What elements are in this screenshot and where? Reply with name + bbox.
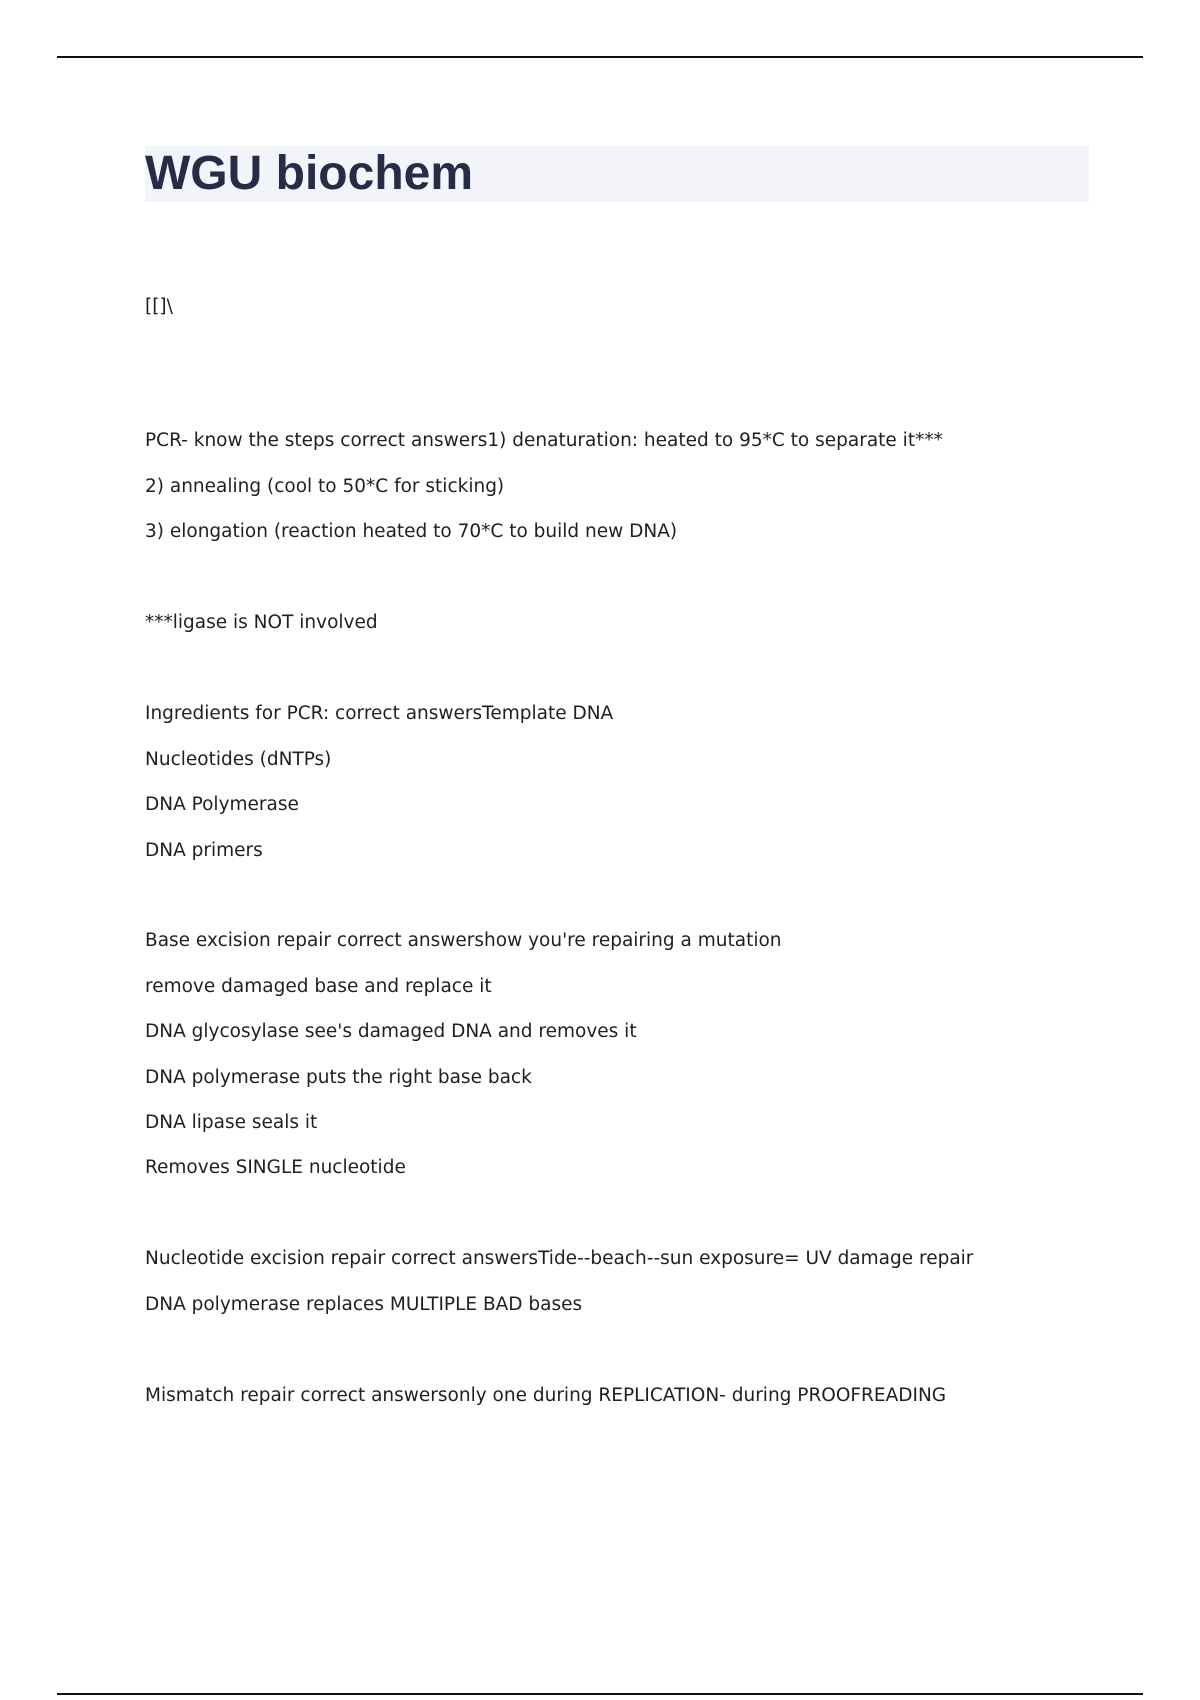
card-pcr-steps-line-1: PCR- know the steps correct answers1) denaturation: heated to 95*C to separate it*** bbox=[145, 430, 943, 451]
card-base-excision-line-5: DNA lipase seals it bbox=[145, 1112, 318, 1133]
card-pcr-ingredients-line-2: Nucleotides (dNTPs) bbox=[145, 749, 332, 770]
card-pcr-ingredients-line-4: DNA primers bbox=[145, 840, 263, 861]
card-mismatch-repair-line-1: Mismatch repair correct answersonly one during REPLICATION- during PROOFREADING bbox=[145, 1385, 947, 1406]
header-rule bbox=[57, 56, 1143, 58]
card-base-excision-line-3: DNA glycosylase see's damaged DNA and removes it bbox=[145, 1021, 637, 1042]
card-nucleotide-excision-line-2: DNA polymerase replaces MULTIPLE BAD bases bbox=[145, 1294, 583, 1315]
card-pcr-steps-line-2: 2) annealing (cool to 50*C for sticking) bbox=[145, 476, 505, 497]
card-pcr-ingredients-line-3: DNA Polymerase bbox=[145, 794, 299, 815]
card-base-excision-line-4: DNA polymerase puts the right base back bbox=[145, 1067, 532, 1088]
card-pcr-steps-line-3: 3) elongation (reaction heated to 70*C to build new DNA) bbox=[145, 521, 678, 542]
card-base-excision-line-6: Removes SINGLE nucleotide bbox=[145, 1157, 406, 1178]
card-base-excision-line-1: Base excision repair correct answershow you're repairing a mutation bbox=[145, 930, 782, 951]
card-base-excision-line-2: remove damaged base and replace it bbox=[145, 976, 492, 997]
footer-rule bbox=[57, 1693, 1143, 1695]
intro-text: [[]\ bbox=[145, 296, 173, 317]
card-pcr-steps-line-4: ***ligase is NOT involved bbox=[145, 612, 378, 633]
document-title: WGU biochem bbox=[145, 147, 474, 200]
card-pcr-ingredients-line-1: Ingredients for PCR: correct answersTemplate DNA bbox=[145, 703, 614, 724]
card-nucleotide-excision-line-1: Nucleotide excision repair correct answersTide--beach--sun exposure= UV damage repair bbox=[145, 1248, 974, 1269]
